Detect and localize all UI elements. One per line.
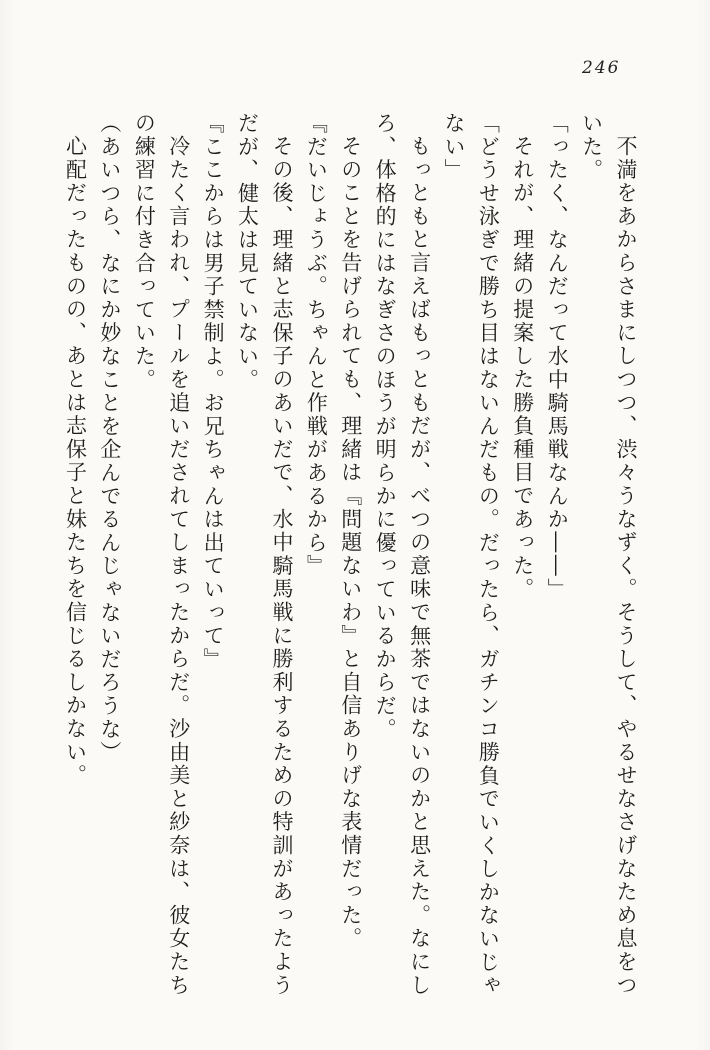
text-block <box>55 112 643 1017</box>
text-column: （あいつら、なにか妙なことを企んでるんじゃないだろうな） <box>97 112 122 765</box>
text-column: 「どうせ泳ぎで勝ち目はないんだもの。だったら、ガチンコ勝負でいくしかないじゃ <box>476 112 501 998</box>
text-column: だが、健太は見ていない。 <box>235 112 260 392</box>
text-column: の練習に付き合っていた。 <box>132 112 157 392</box>
text-column: 心配だったものの、あとは志保子と妹たちを信じるしかない。 <box>63 135 88 788</box>
text-column: もっともと言えばもっともだが、べつの意味で無茶ではないのかと思えた。なにし <box>407 135 432 998</box>
page-number: 246 <box>582 58 621 78</box>
text-column: ろ、体格的にはなぎさのほうが明らかに優っているからだ。 <box>373 112 398 742</box>
text-column: 『ここからは男子禁制よ。お兄ちゃんは出ていって』 <box>201 112 226 672</box>
text-column: 「ったく、なんだって水中騎馬戦なんか――」 <box>545 112 570 602</box>
text-column: それが、理緒の提案した勝負種目であった。 <box>510 135 535 602</box>
text-column: 『だいじょうぶ。ちゃんと作戦があるから』 <box>304 112 329 578</box>
text-column: 冷たく言われ、プールを追いだされてしまったからだ。沙由美と紗奈は、彼女たち <box>166 135 191 998</box>
text-column: 不満をあからさまにしつつ、渋々うなずく。そうして、やるせなさげなため息をつ <box>614 135 638 998</box>
text-column: ない」 <box>441 112 466 182</box>
text-column: そのことを告げられても、理緒は『問題ないわ』と自信ありげな表情だった。 <box>338 135 363 951</box>
text-column: その後、理緒と志保子のあいだで、水中騎馬戦に勝利するための特訓があったよう <box>269 135 294 998</box>
text-column: いた。 <box>579 112 604 182</box>
